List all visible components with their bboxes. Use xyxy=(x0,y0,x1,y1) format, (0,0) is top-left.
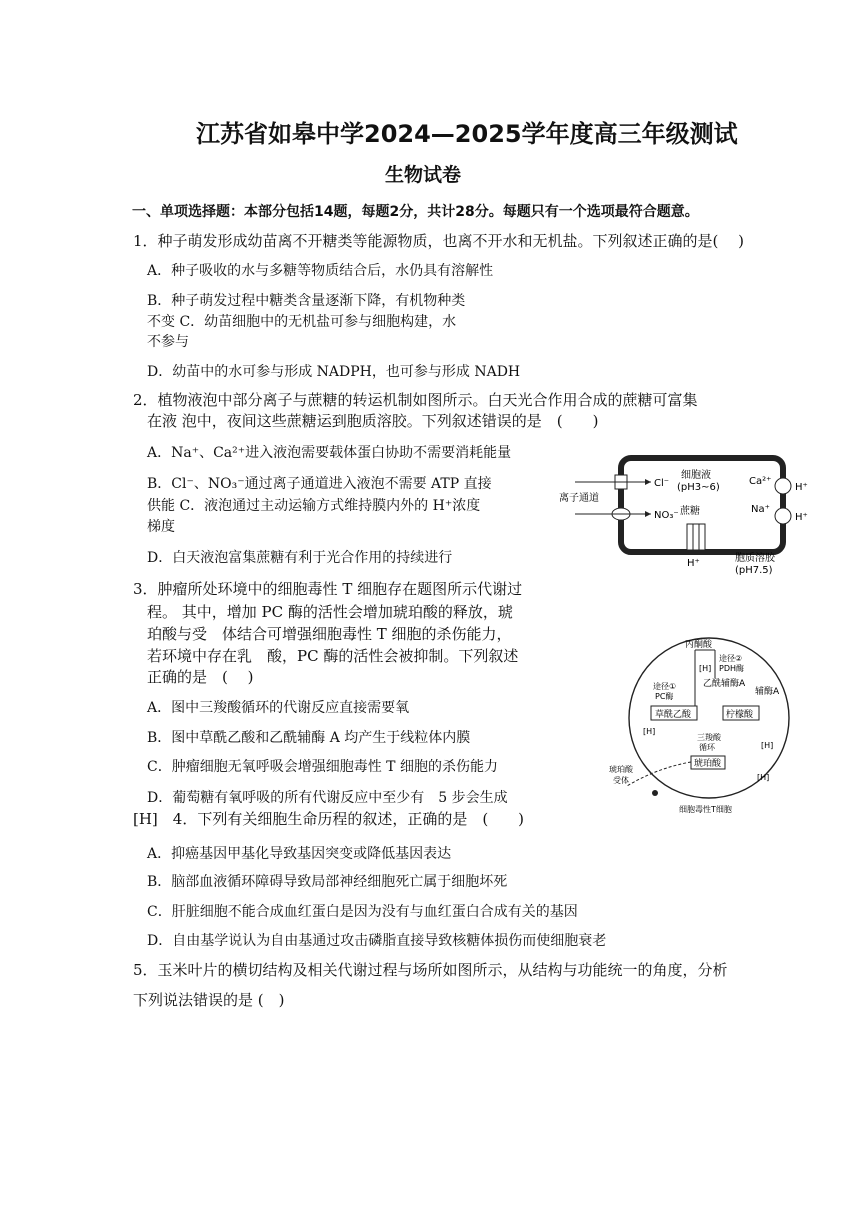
path2-label: 途径② xyxy=(719,654,743,663)
q5-stem-line2: 下列说法错误的是 ( ) xyxy=(133,991,285,1009)
oxaloacetate-label: 草酰乙酸 xyxy=(655,710,692,720)
h-bottom-label: H⁺ xyxy=(687,558,700,569)
q2-option-d: D．白天液泡富集蔗糖有利于光合作用的持续进行 xyxy=(147,550,453,566)
q1-option-a: A．种子吸收的水与多糖等物质结合后，水仍具有溶解性 xyxy=(147,263,494,279)
t-cell-label: 细胞毒性T细胞 xyxy=(679,805,732,814)
citrate-label: 柠檬酸 xyxy=(726,710,754,720)
q4-option-b: B．脑部血液循环障碍导致局部神经细胞死亡属于细胞坏死 xyxy=(147,874,508,890)
q2-option-c: 供能 C．液泡通过主动运输方式维持膜内外的 H⁺浓度 xyxy=(147,498,481,514)
q4-option-a: A．抑癌基因甲基化导致基因突变或降低基因表达 xyxy=(147,846,452,862)
q3-stem-line4: 若环境中存在乳 酸，PC 酶的活性会被抑制。下列叙述 xyxy=(147,647,519,665)
hh-label-1: [H] xyxy=(699,664,712,673)
no3-arrowhead xyxy=(645,511,651,517)
no3-label: NO₃⁻ xyxy=(654,510,679,521)
q3-stem-line2: 程。 其中，增加 PC 酶的活性会增加琥珀酸的释放，琥 xyxy=(147,603,513,621)
q3-option-d: D．葡萄糖有氧呼吸的所有代谢反应中至少有 5 步会生成 xyxy=(147,790,508,806)
succinate-release-arrow xyxy=(627,762,691,786)
q3-option-b: B．图中草酰乙酸和乙酰辅酶 A 均产生于线粒体内膜 xyxy=(147,730,471,746)
hh-label-4: [H] xyxy=(757,773,770,782)
hh-label-2: [H] xyxy=(643,727,656,736)
q2-option-a: A．Na⁺、Ca²⁺进入液泡需要载体蛋白协助不需要消耗能量 xyxy=(147,445,512,461)
cytosol-ph-label: (pH7.5) xyxy=(735,565,773,575)
page-subtitle: 生物试卷 xyxy=(385,164,462,186)
section-heading: 一、单项选择题：本部分包括14题，每题2分，共计28分。每题只有一个选项最符合题意。 xyxy=(132,204,699,220)
receptor-label-1: 琥珀酸 xyxy=(609,765,633,774)
q3-option-c: C．肿瘤细胞无氧呼吸会增强细胞毒性 T 细胞的杀伤能力 xyxy=(147,759,498,775)
q3-stem-line1: 3．肿瘤所处环境中的细胞毒性 T 细胞存在题图所示代谢过 xyxy=(133,580,523,598)
q4-stem: [H] 4．下列有关细胞生命历程的叙述，正确的是 ( ) xyxy=(133,810,525,828)
tca-label-1: 三羧酸 xyxy=(697,733,721,742)
q2-stem-line2: 在液 泡中，夜间这些蔗糖运到胞质溶胶。下列叙述错误的是 ( ) xyxy=(147,412,599,430)
receptor-dot xyxy=(652,790,658,796)
coa-label: 辅酶A xyxy=(755,687,780,697)
q3-stem-line3: 珀酸与受 体结合可增强细胞毒性 T 细胞的杀伤能力， xyxy=(147,625,512,643)
succinate-label: 琥珀酸 xyxy=(694,759,722,769)
tca-cycle-figure xyxy=(607,636,807,816)
page-title: 江苏省如皋中学2024—2025学年度高三年级测试 xyxy=(196,120,738,148)
q1-option-c: 不变 C．幼苗细胞中的无机盐可参与细胞构建，水 xyxy=(147,314,457,330)
vacuole-transport-figure xyxy=(555,450,815,575)
cl-arrowhead xyxy=(645,479,651,485)
receptor-label-2: 受体 xyxy=(613,776,629,785)
q2-option-b: B．Cl⁻、NO₃⁻通过离子通道进入液泡不需要 ATP 直接 xyxy=(147,476,492,492)
ca-label: Ca²⁺ xyxy=(749,476,772,487)
q4-option-c: C．肝脏细胞不能合成血红蛋白是因为没有与血红蛋白合成有关的基因 xyxy=(147,904,578,920)
sucrose-transporter xyxy=(687,524,705,550)
hh-label-3: [H] xyxy=(761,741,774,750)
pc-label: PC酶 xyxy=(655,692,674,701)
q3-option-a: A．图中三羧酸循环的代谢反应直接需要氧 xyxy=(147,700,410,716)
na-antiporter xyxy=(775,508,791,524)
pyruvate-label: 丙酮酸 xyxy=(685,640,713,650)
sucrose-label: 蔗糖 xyxy=(680,506,700,517)
q2-stem-line1: 2．植物液泡中部分离子与蔗糖的转运机制如图所示。白天光合作用合成的蔗糖可富集 xyxy=(133,391,698,409)
cl-label: Cl⁻ xyxy=(654,478,670,489)
ca-antiporter xyxy=(775,478,791,494)
q5-stem-line1: 5．玉米叶片的横切结构及相关代谢过程与场所如图所示，从结构与功能统一的角度，分析 xyxy=(133,961,728,979)
tca-label-2: 循环 xyxy=(699,743,715,752)
q1-option-c-cont: 不参与 xyxy=(147,334,189,350)
pdh-label: PDH酶 xyxy=(719,664,744,673)
q4-option-d: D．自由基学说认为自由基通过攻击磷脂直接导致核糖体损伤而使细胞衰老 xyxy=(147,933,607,949)
cell-sap-ph-label: (pH3~6) xyxy=(677,482,720,493)
h-right-label-2: H⁺ xyxy=(795,512,808,523)
cell-sap-label: 细胞液 xyxy=(681,470,711,481)
ion-channel-label: 离子通道 xyxy=(559,493,599,504)
q3-stem-line5: 正确的是 ( ) xyxy=(147,668,254,686)
na-label: Na⁺ xyxy=(751,504,770,515)
q1-stem: 1．种子萌发形成幼苗离不开糖类等能源物质，也离不开水和无机盐。下列叙述正确的是( ) xyxy=(133,232,745,250)
h-right-label-1: H⁺ xyxy=(795,482,808,493)
cytosol-label: 胞质溶胶 xyxy=(735,553,775,564)
q1-option-b: B．种子萌发过程中糖类含量逐渐下降，有机物种类 xyxy=(147,293,466,309)
q2-option-c-cont: 梯度 xyxy=(147,519,175,535)
q1-option-d: D．幼苗中的水可参与形成 NADPH，也可参与形成 NADH xyxy=(147,364,521,380)
path1-label: 途径① xyxy=(653,682,677,691)
acetyl-coa-label: 乙酰辅酶A xyxy=(703,679,746,689)
